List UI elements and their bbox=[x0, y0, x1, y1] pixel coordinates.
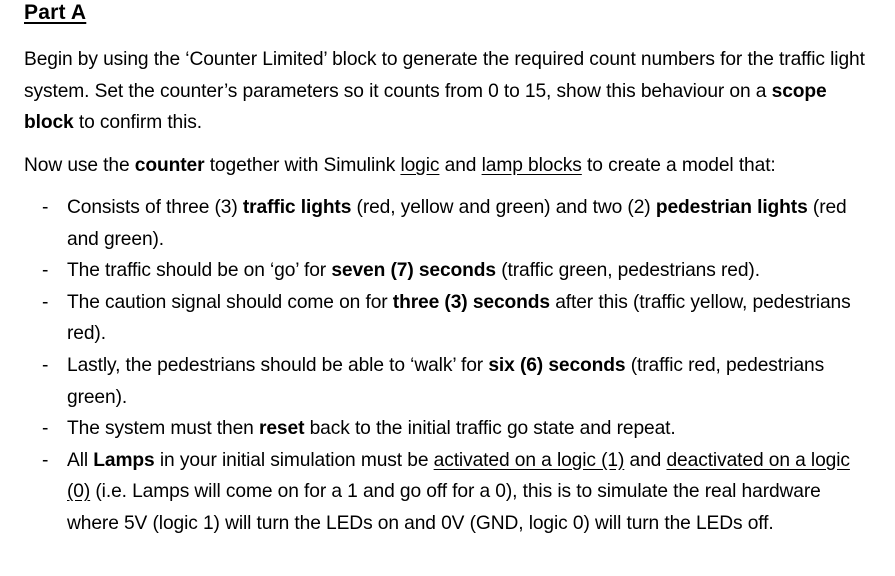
list-item: - Lastly, the pedestrians should be able to ‘walk’ for six (6) seconds (traffic red, pedestrians green). bbox=[0, 350, 872, 413]
list-item: - All Lamps in your initial simulation must be activated on a logic (1) and deactivated on a logic (0) (i.e. Lamps will come on for a 1 and go off for a 0), this is to simulate the real hardware where 5V (logic 1) will turn the LEDs on and 0V (GND, logic 0) will turn the LEDs off. bbox=[0, 445, 872, 540]
bullet-dash: - bbox=[42, 260, 49, 282]
intro-paragraph bbox=[24, 44, 874, 139]
now-text-4: to create a model that: bbox=[581, 155, 776, 176]
intro-text-2: to confirm this. bbox=[73, 112, 203, 134]
bullet-dash: - bbox=[42, 291, 49, 313]
list-item: - Consists of three (3) traffic lights (red, yellow and green) and two (2) pedestrian lights (red and green). bbox=[0, 192, 872, 255]
list-item: - The caution signal should come on for three (3) seconds after this (traffic yellow, pedestrians red). bbox=[0, 287, 872, 350]
now-underline-logic: logic bbox=[400, 155, 440, 176]
bullet-dash: - bbox=[42, 418, 49, 440]
list-item: - The system must then reset back to the initial traffic go state and repeat. bbox=[0, 413, 872, 445]
now-text-2: together with Simulink bbox=[204, 155, 401, 176]
now-bold-counter: counter bbox=[134, 155, 205, 176]
intro-text-1: Begin by using the ‘Counter Limited’ block to generate the required count numbers for the traffic light system. Set the counter’s parameters so it counts from 0 to 15, show this behaviour on a bbox=[24, 49, 865, 102]
bullet-dash: - bbox=[42, 354, 49, 376]
intro-bold-scope-block: scope block bbox=[24, 80, 827, 134]
bullet-dash: - bbox=[42, 197, 49, 218]
now-text-1: Now use the bbox=[24, 155, 135, 176]
list-item: - The traffic should be on ‘go’ for seven (7) seconds (traffic green, pedestrians red). bbox=[0, 255, 872, 287]
bullet-dash: - bbox=[42, 449, 49, 471]
now-underline-lamp-blocks: lamp blocks bbox=[481, 155, 582, 176]
requirements-list bbox=[0, 192, 895, 540]
section-heading: Part A bbox=[24, 1, 87, 24]
instructions-paragraph bbox=[24, 150, 874, 182]
now-text-3: and bbox=[439, 155, 482, 176]
